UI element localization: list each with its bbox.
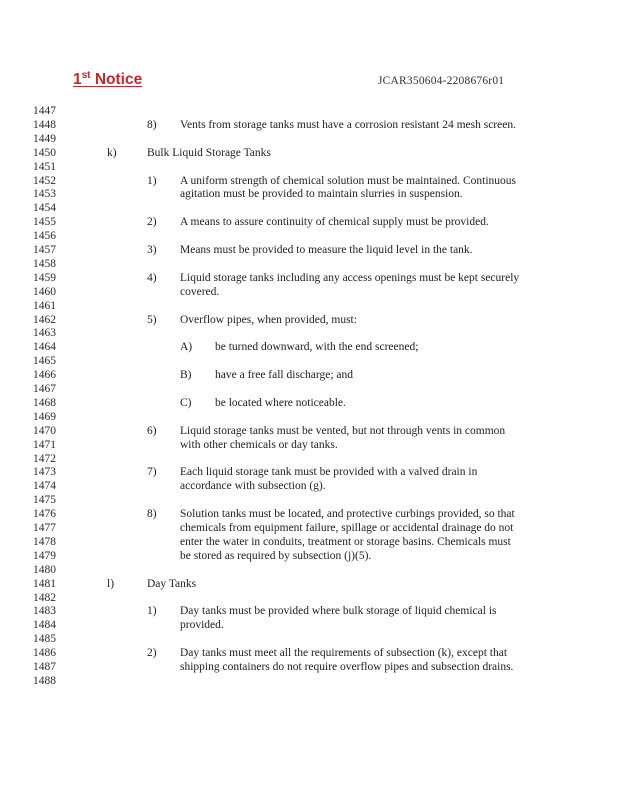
item-text-line: be turned downward, with the end screened;	[215, 341, 419, 354]
item-text-line: with other chemicals or day tanks.	[180, 438, 338, 451]
item-marker: 5)	[147, 313, 157, 326]
item-marker: 6)	[147, 424, 157, 437]
item-marker: 8)	[147, 118, 157, 131]
line-number: 1460	[33, 285, 56, 298]
line-number: 1456	[33, 230, 56, 243]
item-marker: 3)	[147, 244, 157, 256]
line-number: 1463	[33, 327, 56, 340]
item-marker: B)	[180, 369, 192, 382]
item-text-line: Liquid storage tanks must be vented, but not through vents in common	[180, 424, 506, 437]
item-text-line: Bulk Liquid Storage Tanks	[147, 146, 271, 159]
line-number: 1481	[33, 577, 56, 590]
line-number: 1471	[33, 438, 56, 451]
item-text-line: chemicals from equipment failure, spillage or accidental drainage do not	[180, 522, 514, 534]
line-number: 1450	[33, 146, 56, 159]
item-text-line: agitation must be provided to maintain slurries in suspension.	[180, 188, 463, 201]
line-number: 1459	[33, 271, 56, 284]
notice-number: 1	[73, 71, 82, 89]
item-marker: k)	[107, 146, 117, 159]
line-number: 1483	[33, 605, 56, 618]
line-number: 1469	[33, 410, 56, 423]
item-text-line: Means must be provided to measure the liquid level in the tank.	[180, 244, 473, 256]
item-marker: 8)	[147, 508, 157, 521]
line-number: 1453	[33, 188, 56, 201]
line-number: 1472	[33, 452, 56, 465]
line-number: 1455	[33, 216, 56, 229]
item-marker: C)	[180, 396, 192, 409]
item-marker: A)	[180, 341, 193, 354]
line-number: 1467	[33, 383, 56, 395]
item-marker: 1)	[147, 605, 157, 618]
line-number: 1458	[33, 257, 56, 270]
notice-word: Notice	[94, 71, 143, 89]
line-number: 1466	[33, 369, 56, 382]
item-text-line: A means to assure continuity of chemical supply must be provided.	[180, 216, 489, 229]
item-text-line: Solution tanks must be located, and protective curbings provided, so that	[180, 508, 515, 521]
item-text-line: be located where noticeable.	[215, 396, 346, 409]
item-text-line: covered.	[180, 285, 220, 298]
line-number: 1475	[33, 494, 56, 507]
item-text-line: Liquid storage tanks including any access openings must be kept securely	[180, 271, 520, 284]
line-number: 1484	[33, 619, 56, 632]
line-number: 1454	[33, 202, 56, 215]
line-number: 1448	[33, 118, 56, 131]
line-number: 1474	[33, 480, 56, 493]
line-number: 1487	[33, 661, 56, 673]
line-number: 1480	[33, 563, 56, 576]
line-number: 1457	[33, 244, 56, 256]
item-text-line: be stored as required by subsection (j)(5).	[180, 549, 372, 562]
item-marker: 2)	[147, 647, 157, 660]
item-text-line: shipping containers do not require overflow pipes and subsection drains.	[180, 661, 514, 673]
item-marker: 2)	[147, 216, 157, 229]
line-number: 1482	[33, 591, 56, 604]
line-number: 1476	[33, 508, 56, 521]
line-number: 1462	[33, 313, 56, 326]
document-code: JCAR350604-2208676r01	[378, 75, 505, 87]
item-marker: 1)	[147, 174, 157, 187]
item-text-line: have a free fall discharge; and	[215, 369, 354, 382]
item-text-line: enter the water in conduits, treatment or storage basins. Chemicals must	[180, 535, 511, 548]
item-text-line: A uniform strength of chemical solution must be maintained. Continuous	[180, 174, 517, 187]
line-number: 1468	[33, 396, 56, 409]
item-marker: 4)	[147, 271, 157, 284]
line-number: 1452	[33, 174, 56, 187]
item-text-line: Each liquid storage tank must be provided with a valved drain in	[180, 466, 478, 479]
notice-heading	[73, 70, 142, 89]
line-number: 1485	[33, 633, 56, 646]
item-text-line: Day tanks must meet all the requirements of subsection (k), except that	[180, 647, 508, 660]
line-number: 1461	[33, 299, 56, 312]
item-text-line: provided.	[180, 619, 224, 632]
notice-ordinal-suffix: st	[81, 70, 91, 81]
line-number: 1447	[33, 105, 56, 117]
line-number: 1451	[33, 160, 56, 173]
line-number: 1464	[33, 341, 56, 354]
item-marker: 7)	[147, 466, 157, 479]
line-number: 1486	[33, 647, 56, 660]
line-number: 1488	[33, 674, 56, 687]
line-number: 1479	[33, 549, 56, 562]
item-text-line: Overflow pipes, when provided, must:	[180, 313, 357, 326]
line-number: 1478	[33, 535, 56, 548]
line-number: 1470	[33, 424, 56, 437]
item-text-line: Vents from storage tanks must have a corrosion resistant 24 mesh screen.	[180, 118, 516, 131]
line-number: 1477	[33, 522, 56, 534]
item-marker: l)	[107, 577, 115, 590]
line-number: 1473	[33, 466, 56, 479]
line-number: 1465	[33, 355, 56, 368]
item-text-line: Day Tanks	[147, 577, 197, 590]
item-text-line: Day tanks must be provided where bulk storage of liquid chemical is	[180, 605, 497, 618]
line-number: 1449	[33, 132, 56, 145]
item-text-line: accordance with subsection (g).	[180, 480, 326, 493]
